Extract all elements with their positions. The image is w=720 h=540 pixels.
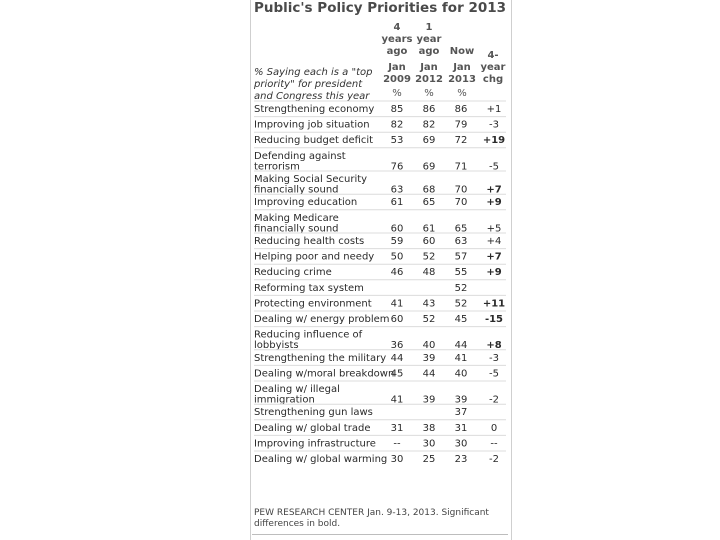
value-2009-2: 53 — [390, 135, 404, 147]
value-2013-18: 31 — [454, 422, 468, 434]
value-chg-3: -5 — [489, 161, 499, 173]
header-2013-date: Jan 2013 — [448, 62, 476, 85]
value-chg-11: +11 — [482, 298, 506, 310]
value-2009-14: 44 — [390, 352, 404, 364]
row-label-3: Defending against — [254, 150, 346, 162]
value-chg-2: +19 — [482, 135, 506, 147]
value-2013-16: 39 — [454, 394, 468, 406]
value-2012-4: 68 — [422, 184, 436, 196]
unit-2009: % — [392, 88, 402, 99]
row-label-6: Making Medicare — [254, 212, 339, 224]
value-2012-7: 60 — [422, 236, 436, 247]
header-2009-date: Jan 2009 — [383, 62, 411, 85]
value-2009-0: 85 — [390, 104, 404, 115]
value-2009-9: 46 — [390, 267, 404, 279]
header-2013-top: Now — [449, 46, 475, 57]
chart-subhead: % Saying each is a "top priority" for president and Congress this year — [254, 67, 373, 102]
value-2013-19: 30 — [454, 438, 468, 450]
value-2012-5: 65 — [422, 197, 436, 209]
value-2012-12: 52 — [422, 314, 436, 325]
value-2012-18: 38 — [422, 422, 436, 434]
value-2013-12: 45 — [454, 314, 468, 325]
value-2009-16: 41 — [390, 394, 404, 406]
row-label-12: Dealing w/ energy problem — [254, 314, 390, 325]
value-chg-9: +9 — [486, 267, 502, 279]
row-label-2: Reducing budget deficit — [254, 135, 374, 147]
value-2012-13: 40 — [422, 340, 436, 352]
value-2013-17: 37 — [454, 407, 468, 419]
value-2012-6: 61 — [422, 223, 436, 235]
header-2012-date: Jan 2012 — [415, 62, 443, 85]
value-2009-6: 60 — [390, 223, 404, 235]
value-chg-19: -- — [490, 438, 498, 450]
value-2012-19: 30 — [422, 438, 436, 450]
value-2013-6: 65 — [454, 223, 468, 235]
value-2013-5: 70 — [454, 197, 468, 209]
row-label-0: Strengthening economy — [254, 104, 375, 115]
value-chg-15: -5 — [489, 368, 499, 380]
value-2013-7: 63 — [454, 236, 468, 247]
value-chg-16: -2 — [489, 394, 499, 406]
value-2009-1: 82 — [390, 119, 404, 131]
value-2012-1: 82 — [422, 119, 436, 131]
chart-title: Public's Policy Priorities for 2013 — [254, 0, 507, 16]
source-footnote: PEW RESEARCH CENTER Jan. 9-13, 2013. Significant differences in bold. — [254, 508, 489, 529]
row-label-16: immigration — [254, 394, 315, 406]
value-chg-1: -3 — [489, 119, 499, 131]
value-2013-13: 44 — [454, 340, 468, 352]
value-2013-20: 23 — [454, 454, 468, 465]
value-2013-3: 71 — [454, 161, 468, 173]
row-label-14: Strengthening the military — [254, 352, 387, 364]
value-chg-13: +8 — [486, 340, 502, 352]
row-label-4: Making Social Security — [254, 174, 368, 185]
row-label-5: Improving education — [254, 197, 358, 209]
value-2009-13: 36 — [390, 340, 404, 352]
value-2012-14: 39 — [422, 352, 436, 364]
value-chg-14: -3 — [489, 352, 499, 364]
value-chg-20: -2 — [489, 454, 499, 465]
row-label-10: Reforming tax system — [254, 282, 364, 294]
value-2009-11: 41 — [390, 298, 404, 310]
value-chg-8: +7 — [486, 251, 502, 263]
value-2009-20: 30 — [390, 454, 404, 465]
header-2009-top: 4 years ago — [381, 22, 413, 57]
value-2009-4: 63 — [390, 184, 404, 196]
value-chg-4: +7 — [486, 184, 502, 196]
value-2013-11: 52 — [454, 298, 468, 310]
value-2013-15: 40 — [454, 368, 468, 380]
value-2013-9: 55 — [454, 267, 468, 279]
value-chg-0: +1 — [486, 104, 502, 115]
value-2012-16: 39 — [422, 394, 436, 406]
row-label-17: Strengthening gun laws — [254, 407, 373, 419]
row-label-20: Dealing w/ global warming — [254, 454, 388, 465]
row-label-8: Helping poor and needy — [254, 251, 375, 263]
value-2009-7: 59 — [390, 236, 404, 247]
value-2013-14: 41 — [454, 352, 468, 364]
header-chg-date: chg — [482, 74, 504, 85]
value-2012-8: 52 — [422, 251, 436, 263]
row-label-1: Improving job situation — [254, 119, 370, 131]
header-2012-top: 1 year ago — [416, 22, 442, 57]
row-label-13: lobbyists — [254, 340, 299, 352]
value-2012-2: 69 — [422, 135, 436, 147]
value-2009-19: -- — [393, 438, 401, 450]
value-chg-6: +5 — [486, 223, 502, 235]
row-label-18: Dealing w/ global trade — [254, 422, 371, 434]
row-label-16: Dealing w/ illegal — [254, 384, 340, 395]
row-label-6: financially sound — [254, 223, 339, 235]
row-label-7: Reducing health costs — [254, 236, 365, 247]
value-chg-12: -15 — [484, 314, 504, 325]
unit-2012: % — [424, 88, 434, 99]
value-2013-4: 70 — [454, 184, 468, 196]
value-2012-11: 43 — [422, 298, 436, 310]
value-2013-0: 86 — [454, 104, 468, 115]
header-chg-top: 4-year — [480, 50, 506, 73]
value-2012-0: 86 — [422, 104, 436, 115]
value-chg-7: +4 — [486, 236, 502, 247]
row-label-9: Reducing crime — [254, 267, 332, 279]
row-label-11: Protecting environment — [254, 298, 372, 310]
value-chg-5: +9 — [486, 197, 502, 209]
value-2009-12: 60 — [390, 314, 404, 325]
row-label-3: terrorism — [254, 161, 300, 173]
value-2013-10: 52 — [454, 282, 468, 294]
value-2009-15: 45 — [390, 368, 404, 380]
value-2012-20: 25 — [422, 454, 436, 465]
value-2009-8: 50 — [390, 251, 404, 263]
value-2012-3: 69 — [422, 161, 436, 173]
value-2009-3: 76 — [390, 161, 404, 173]
bottom-rule — [252, 534, 508, 535]
value-2013-2: 72 — [454, 135, 468, 147]
row-label-13: Reducing influence of — [254, 329, 363, 341]
row-label-15: Dealing w/moral breakdown — [254, 368, 395, 380]
unit-2013: % — [457, 88, 467, 99]
row-label-4: financially sound — [254, 184, 339, 196]
value-2013-8: 57 — [454, 251, 468, 263]
value-2012-15: 44 — [422, 368, 436, 380]
row-label-19: Improving infrastructure — [254, 438, 376, 450]
value-2012-9: 48 — [422, 267, 436, 279]
value-2009-18: 31 — [390, 422, 404, 434]
value-chg-18: 0 — [490, 422, 498, 434]
value-2009-5: 61 — [390, 197, 404, 209]
value-2013-1: 79 — [454, 119, 468, 131]
